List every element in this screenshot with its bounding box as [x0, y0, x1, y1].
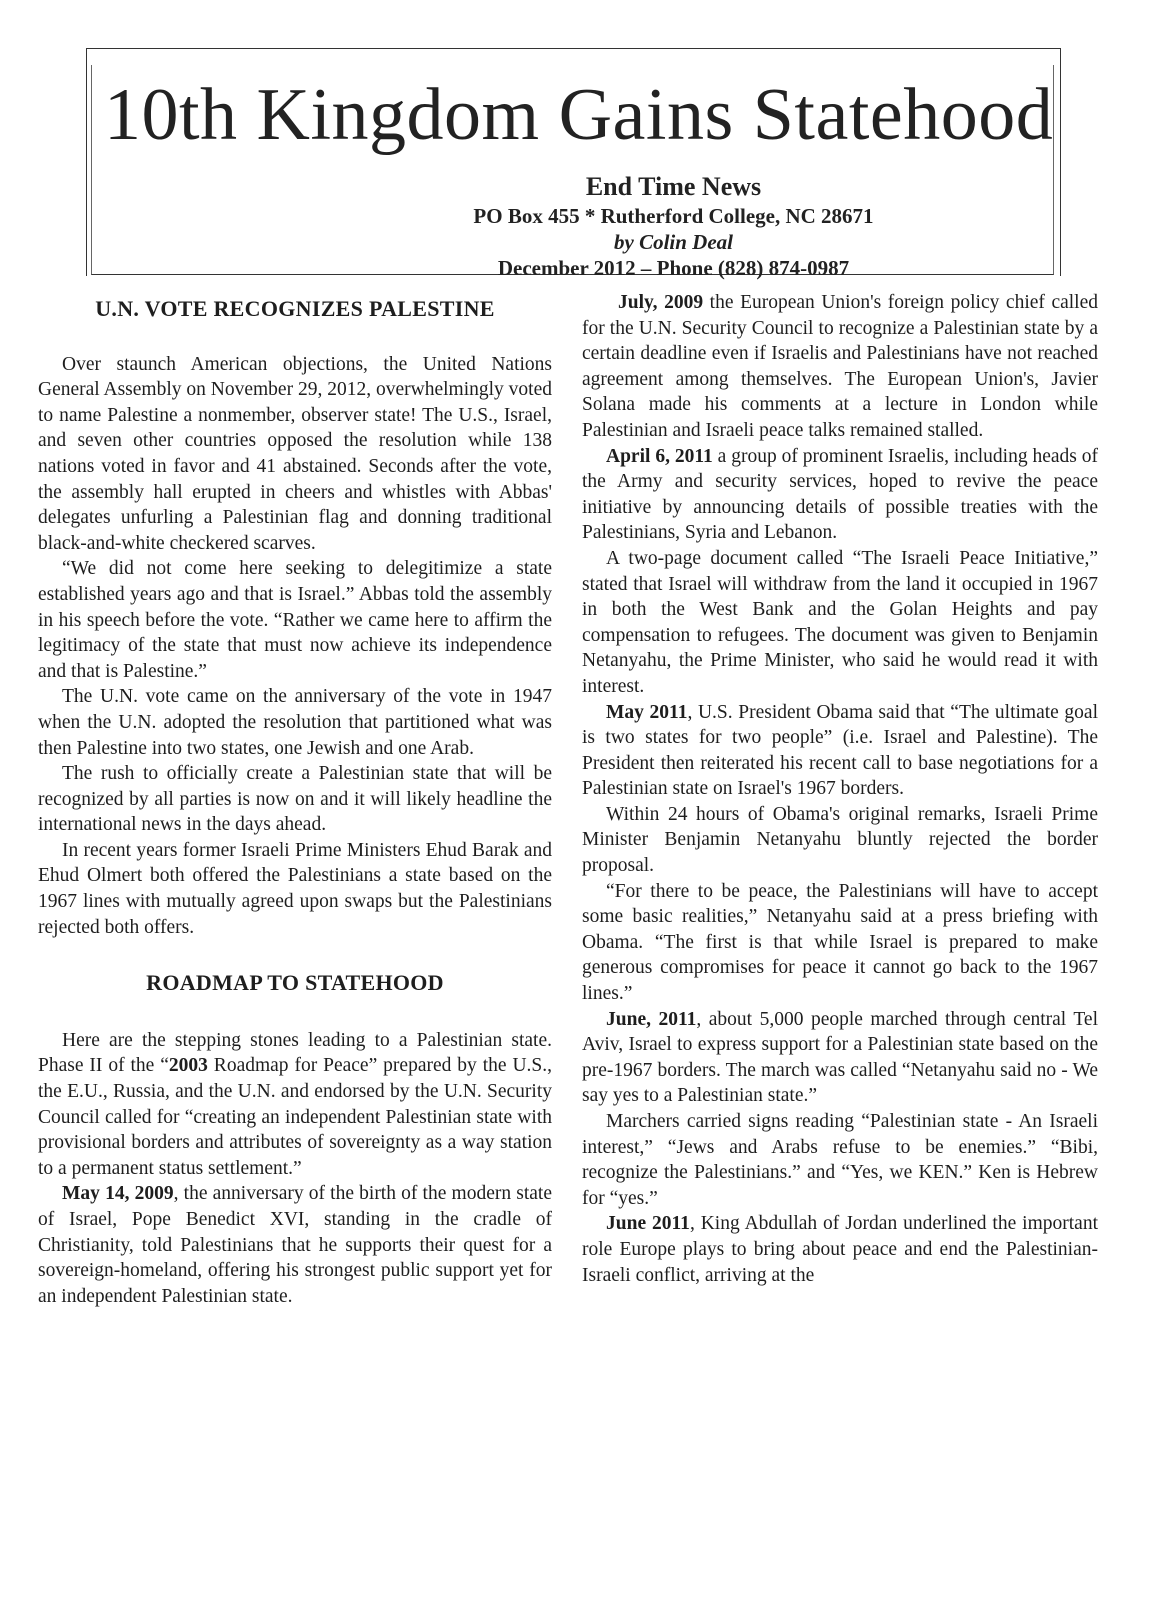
masthead [86, 48, 1061, 280]
paragraph-date-lead: May 2011 [606, 701, 688, 723]
paragraph: “We did not come here seeking to delegitimize a state established years ago and that is Israel.” Abbas told the assembly in his speech before the vote. “Rather we came here to affirm the legitimacy of the state that must now achieve its independence and that is Palestine.” [38, 558, 552, 682]
date-phone: December 2012 – Phone (828) 874-0987 [497, 256, 850, 280]
paragraph-text: a group of prominent Israelis, including heads of the Army and security services, hoped to revive the peace initiative by announcing details of possible treaties with the Palestinians, Syria and Lebanon. [582, 445, 1099, 544]
publication-info [92, 171, 1055, 281]
paragraph-text: , U.S. President Obama said that “The ultimate goal is two states for two people” (i.e. Israel and Palestine). The President then reiterated his recent call to base negotiations for a Palestinian state on Israel's 1967 borders. [582, 701, 1098, 800]
left-column [38, 290, 552, 1309]
paragraph-date-lead: June 2011 [606, 1213, 690, 1235]
paragraph-date-lead: May 14, 2009 [62, 1183, 174, 1205]
paragraph-date-lead: July, 2009 [618, 292, 704, 313]
paragraph: A two-page document called “The Israeli Peace Initiative,” stated that Israel will withdraw from the land it occupied in 1967 in both the West Bank and the Golan Heights and pay compensation to refugees. The document was given to Benjamin Netanyahu, the Prime Minister, who said he would read it with interest. [582, 547, 1098, 697]
section-heading-un-vote: U.N. VOTE RECOGNIZES PALESTINE [95, 296, 495, 321]
paragraph-text: , the anniversary of the birth of the modern state of Israel, Pope Benedict XVI, standing in the cradle of Christianity, told Palestinians that he supports their quest for a sovereign-homeland, offering his strongest public support yet for an independent Palestinian state. [38, 1183, 552, 1307]
paragraph [582, 444, 1098, 546]
paragraph: Over staunch American objections, the United Nations General Assembly on November 29, 2012, overwhelmingly voted to name Palestine a nonmember, observer state! The U.S., Israel, and seven other countries opposed the resolution while 138 nations voted in favor and 41 abstained. Seconds after the vote, the assembly hall erupted in cheers and whistles with Abbas' delegates unfurling a Palestinian flag and donning traditional black-and-white checkered scarves. [38, 353, 552, 554]
paragraph: “For there to be peace, the Palestinians will have to accept some basic realities,” Netanyahu said at a press briefing with Obama. “The first is that while Israel is prepared to make generous compromises for peace it cannot go back to the 1967 lines.” [582, 880, 1098, 1005]
paragraph: The rush to officially create a Palestinian state that will be recognized by all parties is now on and it will likely headline the international news in the days ahead. [38, 763, 552, 836]
paragraph [582, 290, 1098, 444]
paragraph-bold-year: 2003 [168, 1055, 208, 1077]
paragraph [582, 1007, 1098, 1109]
paragraph: In recent years former Israeli Prime Ministers Ehud Barak and Ehud Olmert both offered the Palestinians a state based on the 1967 lines with mutually agreed upon swaps but the Palestinians rejected both offers. [38, 839, 552, 938]
masthead-box [91, 65, 1054, 280]
paragraph-date-lead: April 6, 2011 [606, 445, 713, 467]
paragraph-text: Roadmap for Peace” prepared by the U.S., the E.U., Russia, and the U.N. and endorsed by the U.N. Security Council called for “creating an independent Palestinian state with provisional borders and attributes of sovereignty as a way station to a permanent status settlement.” [38, 1055, 553, 1179]
paragraph: The U.N. vote came on the anniversary of the vote in 1947 when the U.N. adopted the resolution that partitioned what was then Palestine into two states, one Jewish and one Arab. [38, 686, 552, 759]
paragraph [38, 1181, 552, 1309]
paragraph-text: the European Union's foreign policy chief called for the U.N. Security Council to recognize a Palestinian state by a certain deadline even if Israelis and Palestinians have not reached agreement among themselves. The European Union's, Javier Solana made his comments at a lecture in London while Palestinian and Israeli peace talks remained stalled. [582, 292, 1098, 441]
paragraph-date-lead: June, 2011 [606, 1008, 697, 1030]
paragraph [582, 700, 1098, 802]
paragraph: Within 24 hours of Obama's original remarks, Israeli Prime Minister Benjamin Netanyahu bluntly rejected the border proposal. [582, 803, 1098, 877]
headline: 10th Kingdom Gains Statehood [104, 74, 1054, 156]
section-heading-roadmap: ROADMAP TO STATEHOOD [146, 970, 444, 996]
publication-name: End Time News [585, 172, 762, 201]
paragraph-text: , King Abdullah of Jordan underlined the important role Europe plays to bring about peace and end the Palestinian-Israeli conflict, arriving at the [582, 1213, 1098, 1286]
paragraph-text: Here are the stepping stones leading to a Palestinian state. Phase II of the “ [38, 1029, 552, 1077]
byline: by Colin Deal [614, 230, 733, 254]
publication-address: PO Box 455 * Rutherford College, NC 28671 [473, 204, 874, 228]
paragraph [38, 1028, 552, 1182]
paragraph-text: , about 5,000 people marched through central Tel Aviv, Israel to express support for a Palestinian state based on the pre-1967 borders. The march was called “Netanyahu said no - We say yes to a Palestinian state.” [582, 1008, 1098, 1107]
paragraph [582, 1211, 1098, 1288]
right-column [582, 290, 1098, 1288]
paragraph: Marchers carried signs reading “Palestinian state - An Israeli interest,” “Jews and Arabs refuse to be enemies.” “Bibi, recognize the Palestinians.” and “Yes, we KEN.” Ken is Hebrew for “yes.” [582, 1111, 1098, 1209]
